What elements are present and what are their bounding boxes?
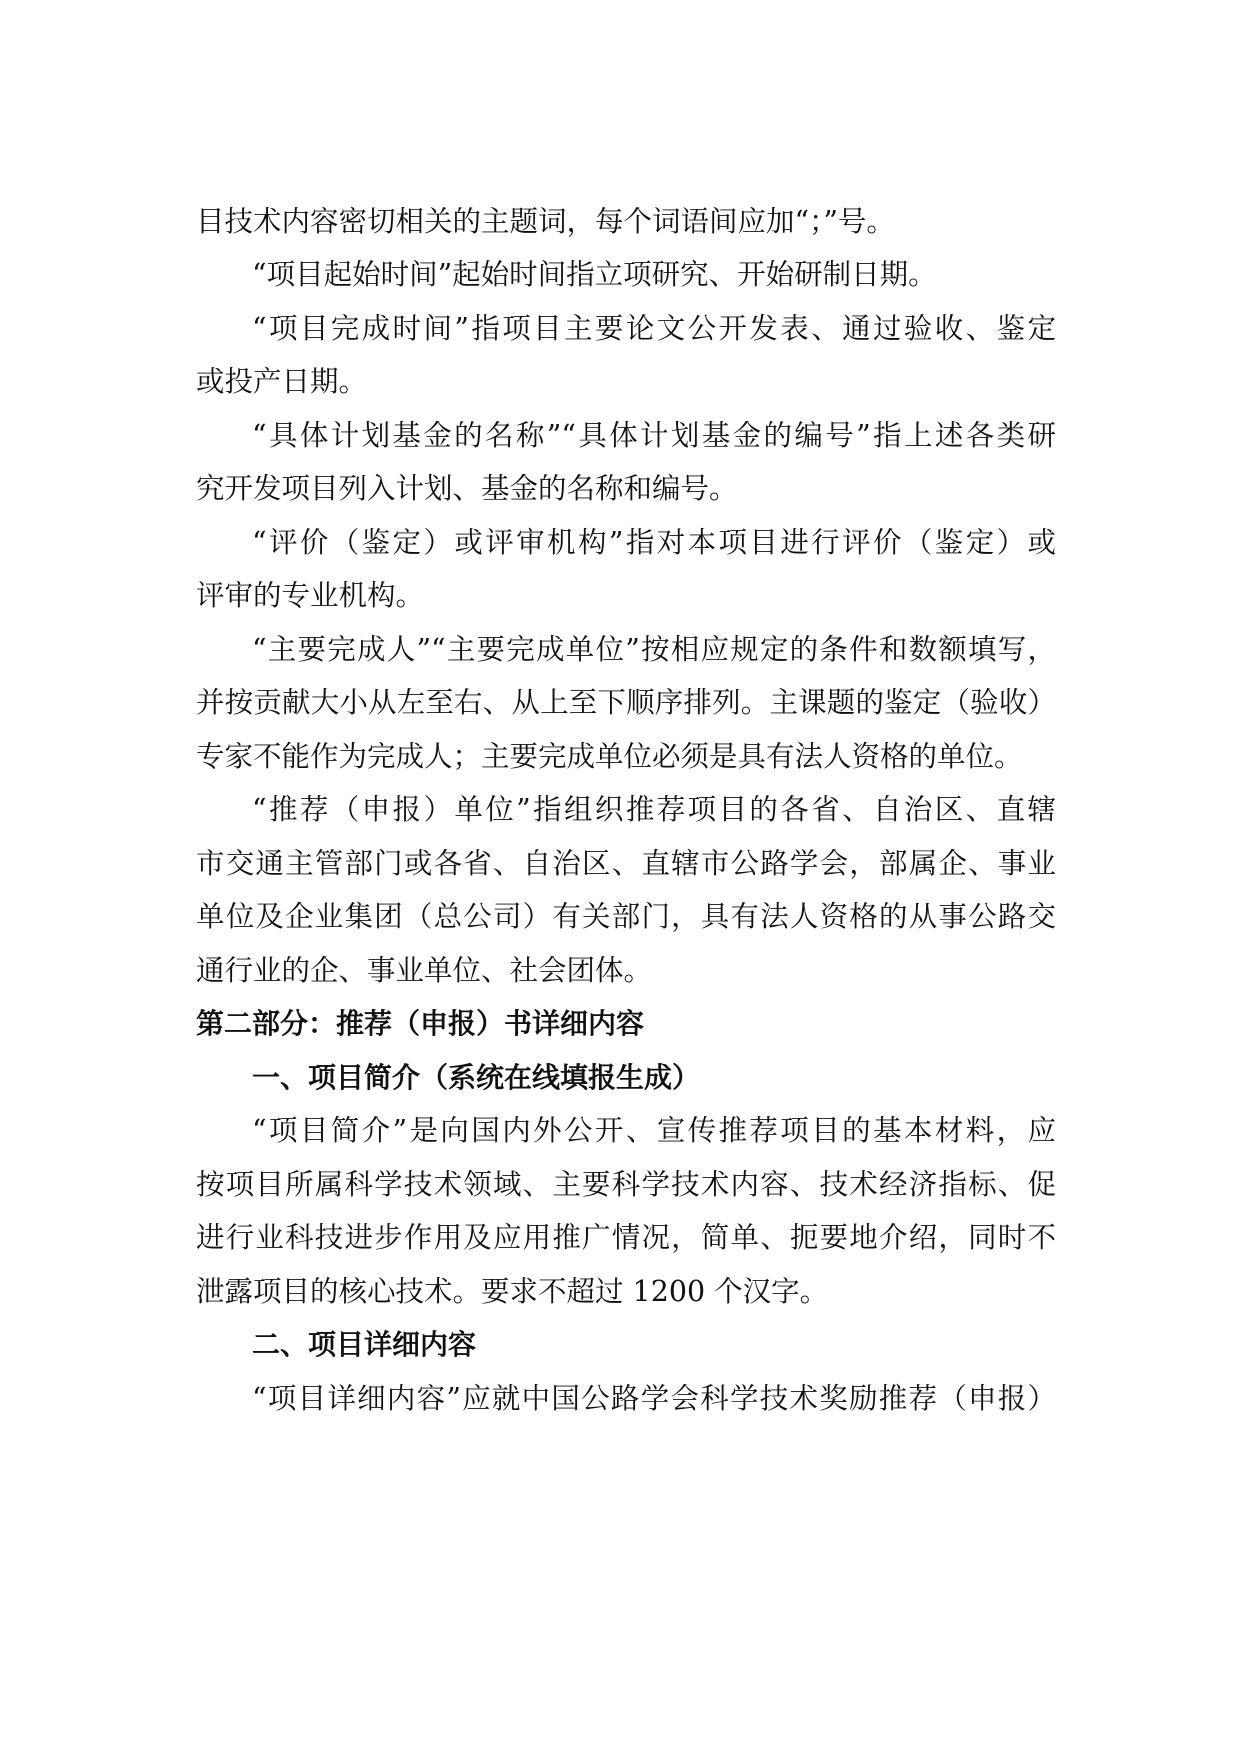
- subsection-heading: 一、项目简介（系统在线填报生成）: [252, 1061, 701, 1094]
- paragraph-line: “项目简介”是向国内外公开、宣传推荐项目的基本材料，应: [252, 1114, 1056, 1147]
- paragraph-line: 市交通主管部门或各省、自治区、直辖市公路学会，部属企、事业: [196, 847, 1056, 880]
- paragraph-line: 目技术内容密切相关的主题词，每个词语间应加“；”号。: [196, 205, 895, 238]
- paragraph-line: 进行业科技进步作用及应用推广情况，简单、扼要地介绍，同时不: [196, 1221, 1056, 1254]
- paragraph-line: “推荐（申报）单位”指组织推荐项目的各省、自治区、直辖: [252, 793, 1056, 826]
- subsection-heading: 二、项目详细内容: [252, 1328, 477, 1361]
- paragraph-line: “项目完成时间”指项目主要论文公开发表、通过验收、鉴定: [252, 312, 1056, 345]
- paragraph-line: 评审的专业机构。: [196, 579, 425, 612]
- paragraph-line: 泄露项目的核心技术。要求不超过 1200 个汉字。: [196, 1275, 829, 1308]
- paragraph-line: 按项目所属科学技术领域、主要科学技术内容、技术经济指标、促: [196, 1168, 1056, 1201]
- section-heading: 第二部分：推荐（申报）书详细内容: [196, 1007, 645, 1040]
- paragraph-line: 专家不能作为完成人；主要完成单位必须是具有法人资格的单位。: [196, 740, 1023, 773]
- paragraph-line: “评价（鉴定）或评审机构”指对本项目进行评价（鉴定）或: [252, 526, 1056, 559]
- paragraph-line: “项目详细内容”应就中国公路学会科学技术奖励推荐（申报）: [252, 1382, 1056, 1415]
- paragraph-line: 通行业的企、事业单位、社会团体。: [196, 954, 653, 987]
- paragraph-line: “主要完成人”“主要完成单位”按相应规定的条件和数额填写，: [252, 633, 1056, 666]
- paragraph-line: 或投产日期。: [196, 365, 368, 398]
- paragraph-line: 并按贡献大小从左至右、从上至下顺序排列。主课题的鉴定（验收）: [196, 686, 1056, 719]
- paragraph-line: 单位及企业集团（总公司）有关部门，具有法人资格的从事公路交: [196, 900, 1056, 933]
- paragraph-line: 究开发项目列入计划、基金的名称和编号。: [196, 472, 738, 505]
- paragraph-line: “具体计划基金的名称”“具体计划基金的编号”指上述各类研: [252, 419, 1056, 452]
- paragraph-line: “项目起始时间”起始时间指立项研究、开始研制日期。: [252, 258, 937, 291]
